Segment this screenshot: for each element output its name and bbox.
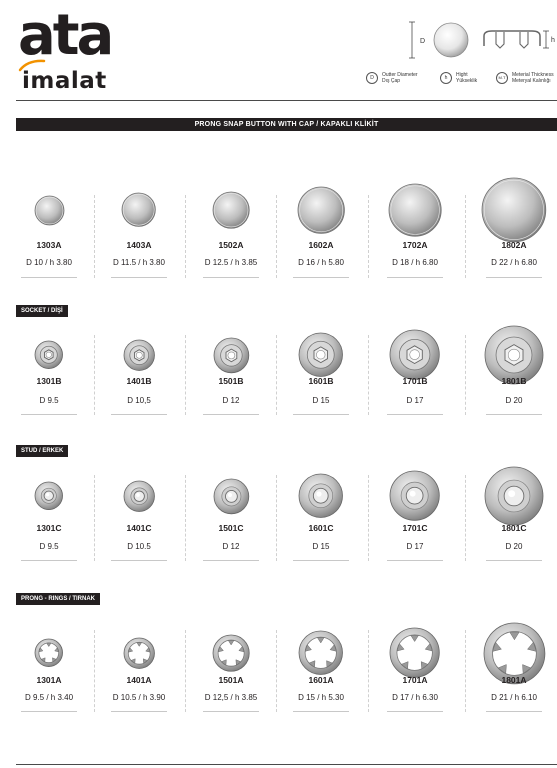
column-separator bbox=[276, 195, 277, 278]
column-separator bbox=[465, 630, 466, 712]
socket-button-image bbox=[31, 337, 67, 373]
product-size: D 9.5 bbox=[39, 396, 59, 405]
product-size: D 10.5 bbox=[127, 542, 151, 551]
section-label-socket: SOCKET / DİŞİ bbox=[16, 305, 68, 317]
size-underline bbox=[203, 711, 259, 712]
ring-button-image bbox=[295, 627, 347, 679]
product-size: D 10,5 bbox=[127, 396, 151, 405]
dimension-diagram bbox=[400, 14, 557, 64]
cap-button-image bbox=[478, 174, 550, 246]
size-underline bbox=[21, 711, 77, 712]
product-size: D 16 / h 5.80 bbox=[298, 258, 344, 267]
stud-button-image bbox=[210, 475, 253, 518]
socket-button-image bbox=[120, 336, 158, 374]
size-underline bbox=[111, 711, 167, 712]
stud-button-image bbox=[386, 467, 443, 524]
size-underline bbox=[21, 414, 77, 415]
product-code: 1701C bbox=[402, 523, 428, 533]
product-code: 1401A bbox=[126, 675, 152, 685]
section-banner: PRONG SNAP BUTTON WITH CAP / KAPAKLI KLİKİT bbox=[16, 118, 557, 131]
size-underline bbox=[387, 711, 443, 712]
ring-button-image bbox=[209, 631, 253, 675]
product-code: 1601A bbox=[308, 675, 334, 685]
cap-button-image bbox=[118, 189, 159, 230]
size-underline bbox=[293, 560, 349, 561]
ring-button-image bbox=[386, 624, 443, 681]
product-size: D 11.5 / h 3.80 bbox=[113, 258, 165, 267]
legend-en: Meterial Thickness bbox=[512, 72, 554, 78]
product-code: 1501A bbox=[218, 675, 244, 685]
ring-button-image bbox=[31, 635, 67, 671]
product-size: D 12,5 / h 3.85 bbox=[204, 693, 258, 702]
column-separator bbox=[94, 475, 95, 561]
product-code: 1702A bbox=[402, 240, 428, 250]
column-separator bbox=[465, 475, 466, 561]
stud-button-image bbox=[31, 478, 67, 514]
product-code: 1801C bbox=[501, 523, 527, 533]
brand-name: ata bbox=[18, 3, 112, 68]
product-size: D 17 bbox=[406, 396, 424, 405]
column-separator bbox=[465, 335, 466, 415]
product-size: D 21 / h 6.10 bbox=[491, 693, 537, 702]
column-separator bbox=[276, 475, 277, 561]
column-separator bbox=[368, 630, 369, 712]
product-code: 1303A bbox=[36, 240, 62, 250]
product-size: D 17 / h 6.30 bbox=[392, 693, 438, 702]
cap-button-image bbox=[31, 192, 68, 229]
size-underline bbox=[21, 277, 77, 278]
product-size: D 9.5 / h 3.40 bbox=[24, 693, 74, 702]
product-size: D 20 bbox=[505, 542, 523, 551]
product-code: 1501C bbox=[218, 523, 244, 533]
socket-button-image bbox=[295, 329, 347, 381]
size-underline bbox=[387, 560, 443, 561]
size-underline bbox=[387, 277, 443, 278]
product-code: 1401B bbox=[126, 376, 152, 386]
product-size: D 18 / h 6.80 bbox=[392, 258, 438, 267]
height-symbol: h bbox=[551, 37, 555, 44]
legend-tr: Dış Çap bbox=[382, 78, 401, 84]
stud-button-image bbox=[295, 470, 347, 522]
column-separator bbox=[185, 195, 186, 278]
product-code: 1602A bbox=[308, 240, 334, 250]
product-code: 1701B bbox=[402, 376, 428, 386]
legend-tr: Meteryal Kalınlığı bbox=[512, 78, 551, 84]
column-separator bbox=[276, 630, 277, 712]
size-underline bbox=[486, 560, 542, 561]
product-code: 1301B bbox=[36, 376, 62, 386]
size-underline bbox=[203, 277, 259, 278]
column-separator bbox=[94, 630, 95, 712]
size-underline bbox=[486, 277, 542, 278]
legend-symbol: h bbox=[440, 72, 452, 84]
size-underline bbox=[111, 277, 167, 278]
size-underline bbox=[203, 414, 259, 415]
legend-tr: Yükseklik bbox=[456, 78, 478, 84]
column-separator bbox=[185, 475, 186, 561]
brand-subname: imalat bbox=[22, 68, 107, 94]
section-label-prong: PRONG - RINGS / TIRNAK bbox=[16, 593, 100, 605]
product-size: D 10.5 / h 3.90 bbox=[112, 693, 166, 702]
product-size: D 22 / h 6.80 bbox=[491, 258, 537, 267]
product-code: 1802A bbox=[501, 240, 527, 250]
column-separator bbox=[368, 195, 369, 278]
stud-button-image bbox=[120, 477, 158, 515]
column-separator bbox=[368, 475, 369, 561]
product-code: 1501B bbox=[218, 376, 244, 386]
product-code: 1601B bbox=[308, 376, 334, 386]
cap-button-image bbox=[385, 180, 445, 240]
size-underline bbox=[486, 711, 542, 712]
column-separator bbox=[276, 335, 277, 415]
size-underline bbox=[486, 414, 542, 415]
product-size: D 15 bbox=[312, 542, 330, 551]
cap-button-image bbox=[294, 183, 348, 237]
ring-button-image bbox=[120, 634, 158, 672]
size-underline bbox=[293, 277, 349, 278]
product-code: 1801B bbox=[501, 376, 527, 386]
column-separator bbox=[94, 335, 95, 415]
size-underline bbox=[387, 414, 443, 415]
socket-button-image bbox=[210, 334, 253, 377]
size-underline bbox=[203, 560, 259, 561]
header-divider bbox=[16, 100, 557, 101]
column-separator bbox=[465, 195, 466, 278]
section-label-stud: STUD / ERKEK bbox=[16, 445, 68, 457]
product-code: 1701A bbox=[402, 675, 428, 685]
column-separator bbox=[185, 335, 186, 415]
legend-symbol: D bbox=[366, 72, 378, 84]
size-underline bbox=[293, 711, 349, 712]
brand-logo bbox=[18, 3, 138, 96]
legend-en: Hight bbox=[456, 72, 468, 78]
product-size: D 10 / h 3.80 bbox=[26, 258, 72, 267]
product-code: 1601C bbox=[308, 523, 334, 533]
size-underline bbox=[111, 560, 167, 561]
product-code: 1502A bbox=[218, 240, 244, 250]
product-size: D 15 bbox=[312, 396, 330, 405]
product-size: D 12.5 / h 3.85 bbox=[204, 258, 258, 267]
footer-divider bbox=[16, 764, 557, 765]
column-separator bbox=[185, 630, 186, 712]
product-size: D 15 / h 5.30 bbox=[298, 693, 344, 702]
product-code: 1401C bbox=[126, 523, 152, 533]
product-size: D 9.5 bbox=[39, 542, 59, 551]
product-size: D 12 bbox=[222, 396, 240, 405]
product-code: 1301A bbox=[36, 675, 62, 685]
cap-button-image bbox=[209, 188, 253, 232]
column-separator bbox=[368, 335, 369, 415]
product-size: D 20 bbox=[505, 396, 523, 405]
size-underline bbox=[293, 414, 349, 415]
column-separator bbox=[94, 195, 95, 278]
legend-symbol: M.T bbox=[496, 72, 508, 84]
diameter-symbol: D bbox=[420, 38, 426, 45]
legend-en: Outter Diameter bbox=[382, 72, 418, 78]
product-code: 1301C bbox=[36, 523, 62, 533]
product-size: D 17 bbox=[406, 542, 424, 551]
stud-button-image bbox=[481, 463, 547, 529]
size-underline bbox=[111, 414, 167, 415]
product-code: 1403A bbox=[126, 240, 152, 250]
size-underline bbox=[21, 560, 77, 561]
product-code: 1801A bbox=[501, 675, 527, 685]
product-size: D 12 bbox=[222, 542, 240, 551]
